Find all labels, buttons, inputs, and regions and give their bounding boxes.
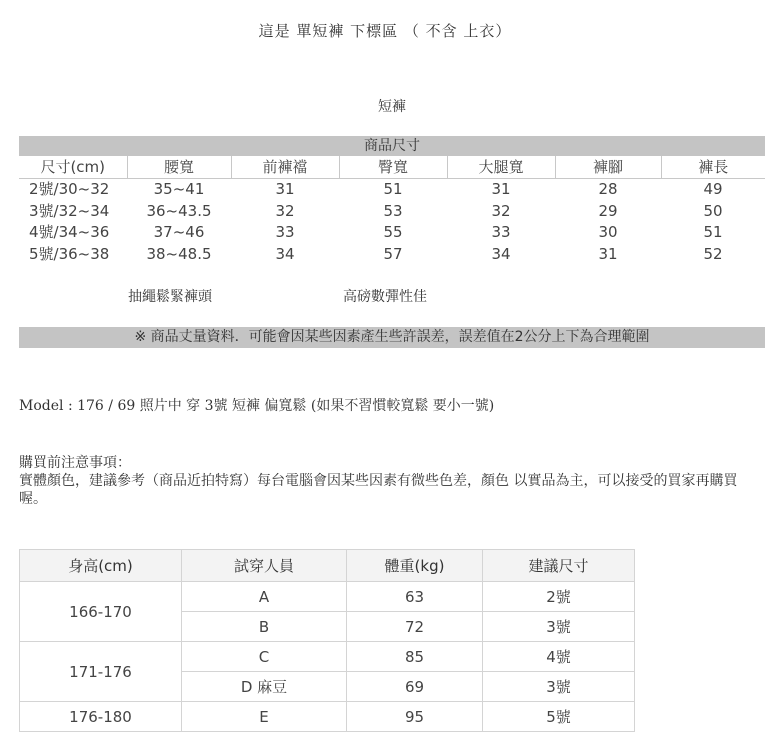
table-cell: A	[182, 582, 347, 612]
table-cell: 2號/30~32	[29, 180, 110, 199]
try-on-header: 建議尺寸	[483, 550, 635, 582]
table-cell: 38~48.5	[146, 244, 212, 263]
size-table-header: 褲腳	[555, 156, 661, 179]
table-cell: 52	[703, 244, 723, 263]
table-cell: 31	[275, 180, 295, 199]
table-cell: 35~41	[153, 180, 205, 199]
table-cell: 29	[598, 201, 618, 220]
try-on-header-row	[20, 550, 635, 582]
size-table	[19, 136, 765, 265]
table-cell: 4號	[483, 642, 635, 672]
table-cell: 55	[383, 223, 403, 242]
table-cell: 30	[598, 223, 618, 242]
size-table-header: 腰寬	[127, 156, 231, 179]
table-cell: 3號	[483, 612, 635, 642]
table-cell: C	[182, 642, 347, 672]
height-cell: 176-180	[20, 702, 182, 732]
table-cell: 5號/36~38	[29, 244, 110, 263]
table-cell: 31	[598, 244, 618, 263]
size-table-header: 褲長	[661, 156, 765, 179]
size-table-header-row	[19, 156, 765, 179]
measurement-note: ※ 商品丈量資料．可能會因某些因素產生些許誤差，誤差值在2公分上下為合理範圍	[19, 327, 765, 348]
page-heading: 這是 單短褲 下標區 （ 不含 上衣）	[258, 22, 512, 40]
section-title: 短褲	[378, 99, 406, 115]
table-cell: 33	[275, 223, 295, 242]
height-cell: 171-176	[20, 642, 182, 702]
try-on-header: 試穿人員	[182, 550, 347, 582]
table-cell: 34	[275, 244, 295, 263]
table-cell: 34	[491, 244, 511, 263]
table-cell: 57	[383, 244, 403, 263]
table-row	[20, 702, 635, 732]
table-cell: 31	[491, 180, 511, 199]
table-cell: 28	[598, 180, 618, 199]
table-cell: 49	[703, 180, 723, 199]
size-table-header: 大腿寬	[447, 156, 555, 179]
table-row	[20, 642, 635, 672]
size-table-header: 尺寸(cm)	[19, 156, 127, 179]
size-table-title: 商品尺寸	[19, 136, 765, 156]
table-cell: 50	[703, 201, 723, 220]
purchase-notice	[19, 454, 764, 508]
table-cell: B	[182, 612, 347, 642]
table-cell: 33	[491, 223, 511, 242]
table-cell: 51	[703, 223, 723, 242]
table-cell: 72	[347, 612, 483, 642]
table-row	[19, 222, 765, 244]
notice-body: 實體顏色，建議參考（商品近拍特寫）每台電腦會因某些因素有微些色差，顏色 以實品為主，可以接受的買家再購買喔。	[19, 473, 738, 507]
table-row	[19, 179, 765, 201]
try-on-header: 體重(kg)	[347, 550, 483, 582]
table-cell: 3號/32~34	[29, 201, 110, 220]
table-cell: 32	[491, 201, 511, 220]
feature-label: 高磅數彈性佳	[343, 289, 427, 305]
table-cell: 3號	[483, 672, 635, 702]
table-row	[19, 201, 765, 223]
table-cell: 53	[383, 201, 403, 220]
size-table-header: 臀寬	[339, 156, 447, 179]
table-cell: 2號	[483, 582, 635, 612]
model-info: Model : 176 / 69 照片中 穿 3號 短褲 偏寬鬆 (如果不習慣較寬鬆 要小一號)	[19, 398, 495, 414]
table-cell: 32	[275, 201, 295, 220]
try-on-header: 身高(cm)	[20, 550, 182, 582]
table-row	[19, 244, 765, 266]
table-cell: 4號/34~36	[29, 223, 110, 242]
table-cell: D 麻豆	[182, 672, 347, 702]
table-cell: 51	[383, 180, 403, 199]
height-cell: 166-170	[20, 582, 182, 642]
table-row	[20, 582, 635, 612]
table-cell: 69	[347, 672, 483, 702]
feature-label: 抽繩鬆緊褲頭	[128, 289, 212, 305]
table-cell: 37~46	[153, 223, 205, 242]
table-cell: E	[182, 702, 347, 732]
size-table-header: 前褲襠	[231, 156, 339, 179]
table-cell: 63	[347, 582, 483, 612]
table-cell: 85	[347, 642, 483, 672]
table-cell: 95	[347, 702, 483, 732]
table-cell: 5號	[483, 702, 635, 732]
notice-title: 購買前注意事項：	[19, 455, 131, 471]
size-table-title-row	[19, 136, 765, 156]
try-on-table	[19, 549, 635, 732]
table-cell: 36~43.5	[146, 201, 212, 220]
